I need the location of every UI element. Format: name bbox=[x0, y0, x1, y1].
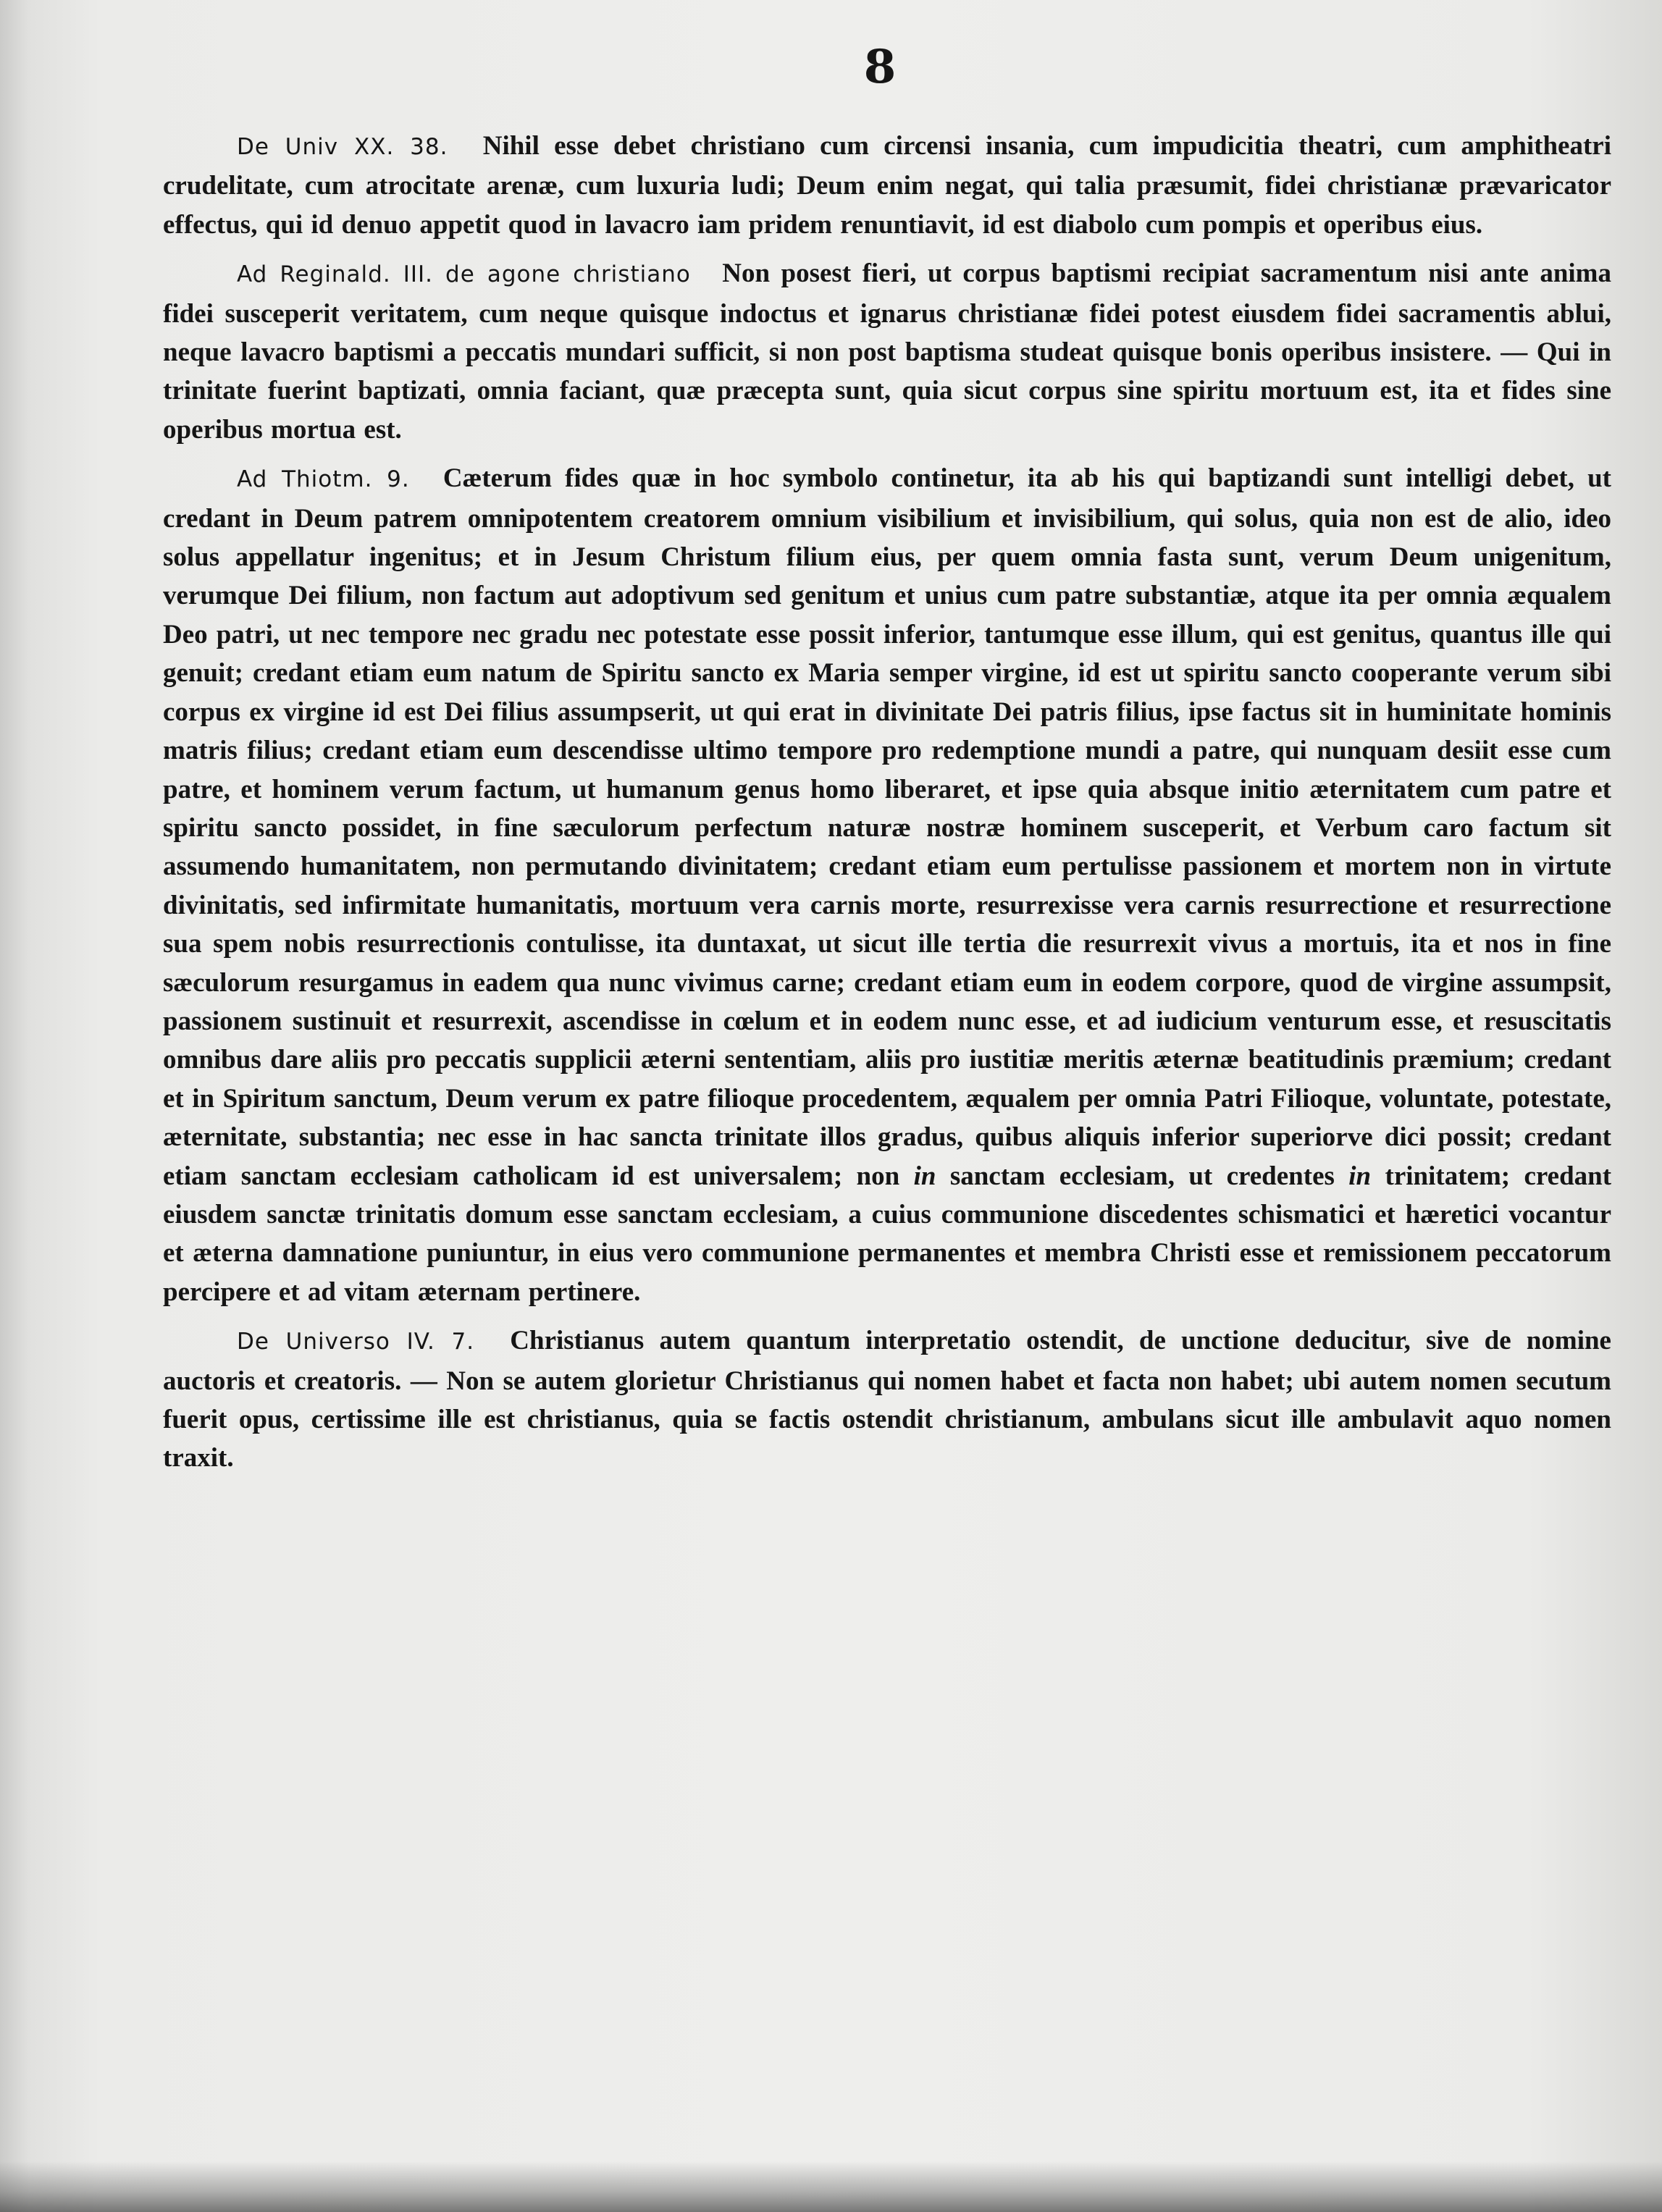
entry-text: Christianus autem quantum interpretatio ostendit, de unctione deducitur, sive de nomine auctoris et creatoris. — Non se autem glorietur Christianus qui nomen habet et facta non habet; ubi autem nomen secutum fuerit opus, certissime ille est christianus, quia se factis ostendit christianum, ambulans sicut ille ambulavit aquo nomen traxit. bbox=[163, 1326, 1611, 1473]
entry-text bbox=[163, 463, 1611, 1307]
entry-de-universo-iv bbox=[163, 1321, 1611, 1478]
entry-ad-thiotm bbox=[163, 459, 1611, 1311]
entry-reference: Ad Thiotm. 9. bbox=[237, 466, 410, 493]
entry-reference: De Universo IV. 7. bbox=[237, 1329, 475, 1355]
entry-reference: Ad Reginald. III. de agone christiano bbox=[237, 261, 691, 288]
entry-reference: De Univ XX. 38. bbox=[237, 134, 448, 160]
entry-text-part: trinitatem; credant eiusdem sanctæ trinitatis domum esse sanctam ecclesiam, a cuius communione discedentes schismatici et hæretici vocantur et æterna damnatione puniuntur, in eius vero communione permanentes et membra Christi esse et remissionem peccatorum percipere et ad vitam æternam pertinere. bbox=[163, 1161, 1612, 1307]
entry-text-part: Cæterum fides quæ in hoc symbolo continetur, ita ab his qui baptizandi sunt intelligi debet, ut credant in Deum patrem omnipotentem creatorem omnium visibilium et invisibilium, qui solus, quia non est de alio, ideo solus appellatur ingenitus; et in Jesum Christum filium eius, per quem omnia fasta sunt, verum Deum unigenitum, verumque Dei filium, non factum aut adoptivum sed genitum et unius cum patre substantiæ, atque ita per omnia æqualem Deo patri, ut nec tempore nec gradu nec potestate esse possit inferior, tantumque esse illum, qui est genitus, quantus ille qui genuit; credant etiam eum natum de Spiritu sancto ex Maria semper virgine, id est ut spiritu sancto cooperante verum sibi corpus ex virgine id est Dei filius assumpserit, ut qui erat in divinitate Dei patris filius, ipse factus sit in huminitate hominis matris filius; credant etiam eum descendisse ultimo tempore pro redemptione mundi a patre, qui nunquam desiit esse cum patre, et hominem verum factum, ut humanum genus homo liberaret, et ipse quia absque initio æternitatem cum patre et spiritu sancto possidet, in fine sæculorum perfectum naturæ nostræ hominem susceperit, et Verbum caro factum sit assumendo humanitatem, non permutando divinitatem; credant etiam eum pertulisse passionem et mortem non in virtute divinitatis, sed infirmitate humanitatis, mortuum vera carnis morte, resurrexisse vera carnis resurrectione et resurrectione sua spem nobis resurrectionis contulisse, ita duntaxat, ut sicut ille tertia die resurrexit vivus a mortuis, ita et nos in fine sæculorum resurgamus in eadem qua nunc vivimus carne; credant etiam eum in eodem corpore, quod de virgine assumpsit, passionem sustinuit et resurrexit, ascendisse in cœlum et in eodem nunc esse, et ad iudicium venturum esse, et resuscitatis omnibus dare aliis pro peccatis supplicii æterni sententiam, aliis pro iustitiæ meritis æternæ beatitudinis præmium; credant et in Spiritum sanctum, Deum verum ex patre filioque procedentem, æqualem per omnia Patri Filioque, voluntate, potestate, æternitate, substantia; nec esse in hac sancta trinitate illos gradus, quibus aliquis inferior superiorve dici possit; credant etiam sanctam ecclesiam catholicam id est universalem; non bbox=[163, 463, 1612, 1191]
entry-emphasis: in bbox=[1348, 1161, 1372, 1191]
entry-ad-reginald bbox=[163, 254, 1611, 449]
text-block bbox=[163, 127, 1611, 1488]
entry-text: Non posest fieri, ut corpus baptismi recipiat sacramentum nisi ante anima fidei susceperit veritatem, cum neque quisque indoctus et ignarus christianæ fidei potest eiusdem fidei sacramentis ablui, neque lavacro baptismi a peccatis mundari sufficit, si non post baptisma studeat quisque bonis operibus insistere. — Qui in trinitate fuerint baptizati, omnia faciant, quæ præcepta sunt, quia sicut corpus sine spiritu mortuum est, ita et fides sine operibus mortua est. bbox=[163, 258, 1612, 445]
page-number: 8 bbox=[863, 40, 897, 94]
entry-text-part: sanctam ecclesiam, ut credentes bbox=[949, 1161, 1335, 1191]
spine-shadow bbox=[0, 0, 29, 2212]
entry-text: Nihil esse debet christiano cum circensi insania, cum impudicitia theatri, cum amphitheatri crudelitate, cum atrocitate arenæ, cum luxuria ludi; Deum enim negat, qui talia præsumit, fidei christianæ prævaricator effectus, qui id denuo appetit quod in lavacro iam pridem renuntiavit, id est diabolo cum pompis et operibus eius. bbox=[163, 131, 1611, 240]
entry-emphasis: in bbox=[913, 1161, 936, 1191]
entry-de-univ-xx bbox=[163, 127, 1611, 244]
page-bottom-edge bbox=[0, 2161, 1662, 2212]
